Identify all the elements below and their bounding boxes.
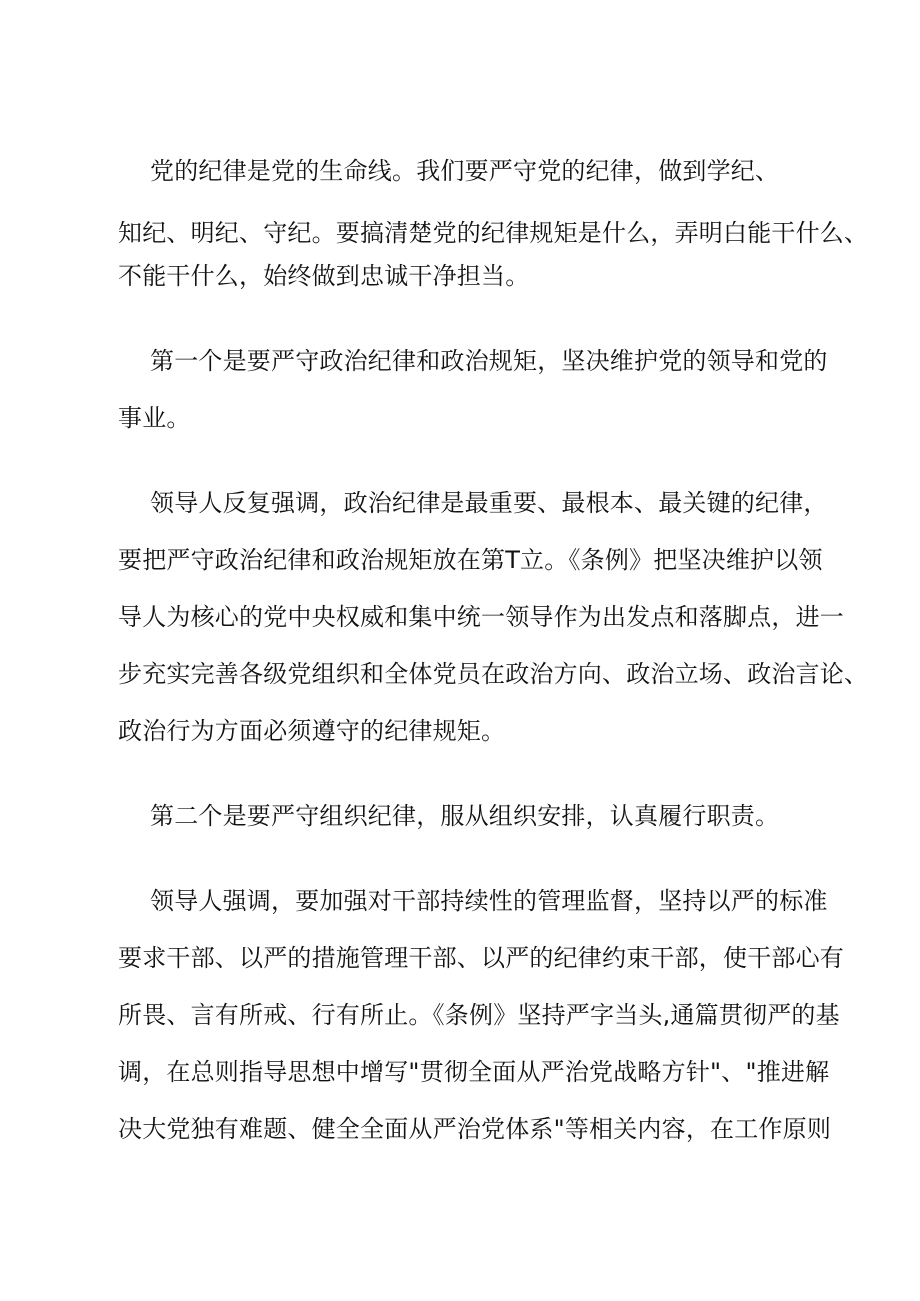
paragraph-3-line-4: 步充实完善各级党组织和全体党员在政治方向、政治立场、政治言论、 [118,660,869,688]
paragraph-5-line-4: 调，在总则指导思想中增写"贯彻全面从严治党战略方针"、"推进解 [118,1058,830,1086]
paragraph-1-line-3: 不能干什么，始终做到忠诚干净担当。 [118,262,530,290]
paragraph-1-line-1: 党的纪律是党的生命线。我们要严守党的纪律，做到学纪、 [150,157,780,185]
paragraph-5-line-5: 决大党独有难题、健全全面从严治党体系"等相关内容，在工作原则 [118,1115,832,1143]
paragraph-3-line-5: 政治行为方面必须遵守的纪律规矩。 [118,717,506,745]
paragraph-5-line-2: 要求干部、以严的措施管理干部、以严的纪律约束干部，使干部心有 [118,944,844,972]
paragraph-2-line-1: 第一个是要严守政治纪律和政治规矩，坚决维护党的领导和党的 [150,347,828,375]
paragraph-3-line-3: 导人为核心的党中央权威和集中统一领导作为出发点和落脚点，进一 [118,603,844,631]
paragraph-5-line-1: 领导人强调，要加强对干部持续性的管理监督，坚持以严的标准 [150,887,828,915]
paragraph-3-line-1: 领导人反复强调，政治纪律是最重要、最根本、最关键的纪律， [150,489,828,517]
paragraph-2-line-2: 事业。 [118,404,191,432]
paragraph-3-line-2: 要把严守政治纪律和政治规矩放在第T立。《条例》把坚决维护以领 [118,546,823,574]
paragraph-4-line-1: 第二个是要严守组织纪律，服从组织安排，认真履行职责。 [150,802,780,830]
paragraph-5-line-3: 所畏、言有所戒、行有所止。《条例》坚持严字当头,通篇贯彻严的基 [118,1001,840,1029]
paragraph-1-line-2: 知纪、明纪、守纪。要搞清楚党的纪律规矩是什么，弄明白能干什么、 [118,219,869,247]
